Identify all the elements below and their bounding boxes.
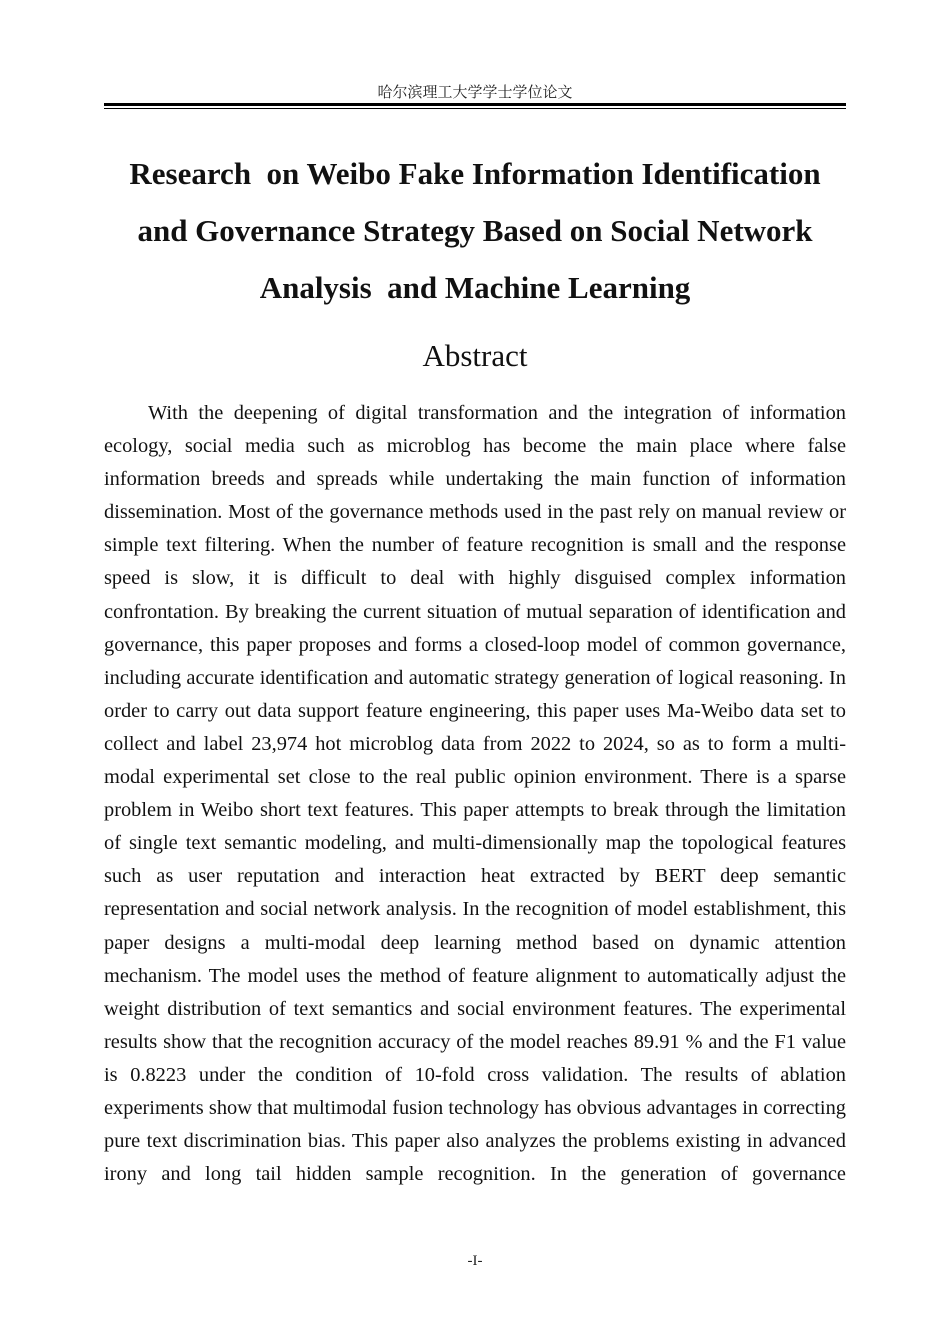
header-rule-thick: [104, 103, 846, 106]
running-header: 哈尔滨理工大学学士学位论文: [377, 83, 573, 101]
header-rule-thin: [104, 108, 846, 109]
thesis-title: Research on Weibo Fake Information Identification and Governance Strategy Based on Social Network Analysis and Machine Learning: [129, 156, 829, 305]
abstract-body: With the deepening of digital transformation and the integration of information ecology, social media such as microblog has become the main place where false information breeds and spreads while undertaking the main function of information dissemination. Most of the governance methods used in the past rely on manual review or simple text filtering. When the number of feature recognition is small and the response speed is slow, it is difficult to deal with highly disguised complex information confrontation. By breaking the current situation of mutual separation of identification and governance, this paper proposes and forms a closed-loop model of common governance, including accurate identification and automatic strategy generation of logical reasoning. In order to carry out data support feature engineering, this paper uses Ma-Weibo data set to collect and label 23,974 hot microblog data from 2022 to 2024, so as to form a multi-modal experimental set close to the real public opinion environment. There is a sparse problem in Weibo short text features. This paper attempts to break through the limitation of single text semantic modeling, and multi-dimensionally map the topological features such as user reputation and interaction heat extracted by BERT deep semantic representation and social network analysis. In the recognition of model establishment, this paper designs a multi-modal deep learning method based on dynamic attention mechanism. The model uses the method of feature alignment to automatically adjust the weight distribution of text semantics and social environment features. The experimental results show that the recognition accuracy of the model reaches 89.91 % and the F1 value is 0.8223 under the condition of 10-fold cross validation. The results of ablation experiments show that multimodal fusion technology has obvious advantages in correcting pure text discrimination bias. This paper also analyzes the problems existing in advanced irony and long tail hidden sample recognition. In the generation of governance: [104, 402, 846, 1186]
page-number: -I-: [467, 1253, 483, 1269]
abstract-heading: Abstract: [422, 338, 528, 373]
